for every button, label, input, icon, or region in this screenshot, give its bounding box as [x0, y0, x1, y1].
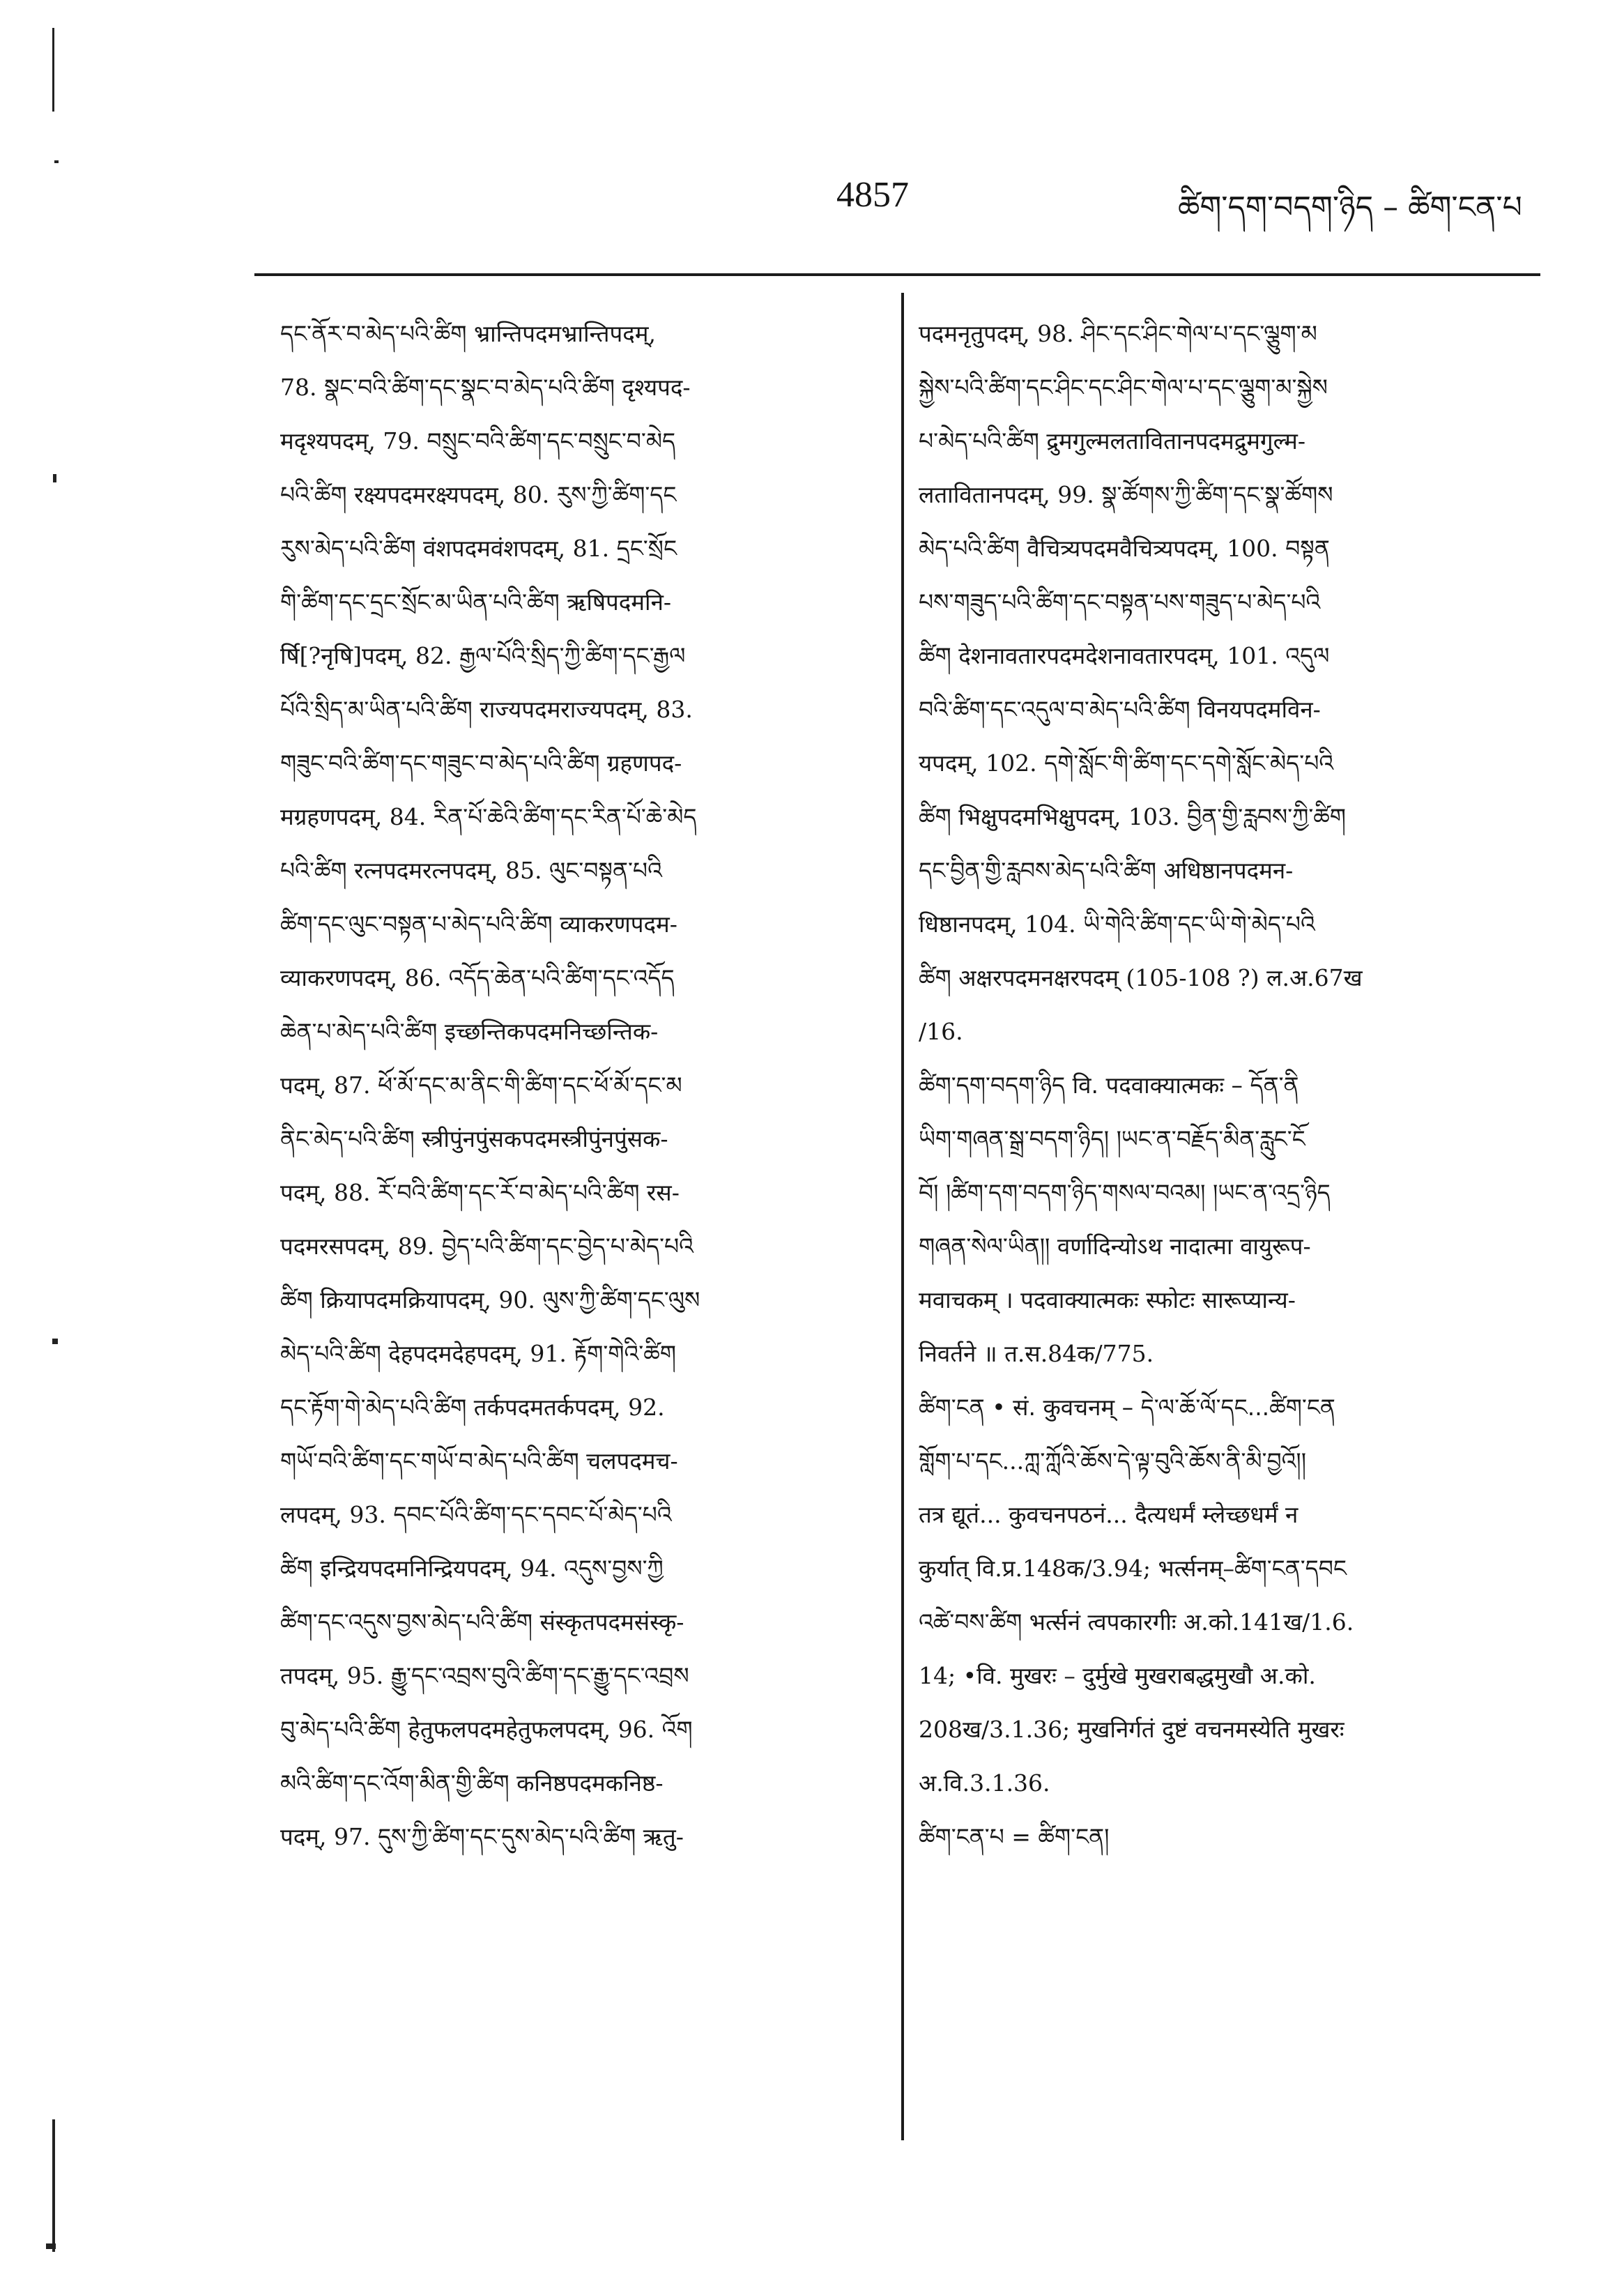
- text-line: གཟུང་བའི་ཚིག་དང་གཟུང་བ་མེད་པའི་ཚིག ग्रहणपद-: [280, 749, 682, 777]
- text-line: अ.वि.3.1.36.: [919, 1769, 1050, 1797]
- text-line: པས་གཟུད་པའི་ཚིག་དང་བསྟན་པས་གཟུད་པ་མེད་པའི: [919, 588, 1321, 616]
- text-line: ཚིག इन्द्रियपदमनिन्द्रियपदम्, 94. འདུས་བྱས་ཀྱི: [280, 1555, 664, 1582]
- text-line: लतावितानपदम्, 99. སྣ་ཚོགས་ཀྱི་ཚིག་དང་སྣ་ཚོགས: [919, 481, 1333, 508]
- text-line: मदृश्यपदम्, 79. བསྲུང་བའི་ཚིག་དང་བསྲུང་བ་མེད: [280, 427, 676, 455]
- text-line: यपदम्, 102. དགེ་སློང་གི་ཚིག་དང་དགེ་སློང་མེད་པའི: [919, 749, 1334, 777]
- text-line: པའི་ཚིག रक्ष्यपदमरक्ष्यपदम्, 80. རུས་ཀྱི་ཚིག་དང: [280, 481, 677, 508]
- text-line: ཚིག अक्षरपदमनक्षरपदम् (105-108 ?) ल.अ.67ख: [919, 964, 1363, 991]
- text-line: पदमरसपदम्, 89. བྱེད་པའི་ཚིག་དང་བྱེད་པ་མེད་པའི: [280, 1233, 694, 1260]
- text-line: ཆེན་པ་མེད་པའི་ཚིག इच्छन्तिकपदमनिच्छन्तिक-: [280, 1018, 659, 1045]
- scan-edge-mark: [54, 160, 59, 163]
- scan-edge-mark: [53, 474, 56, 482]
- text-line: पदम्, 87. ཕོ་མོ་དང་མ་ནིང་གི་ཚིག་དང་ཕོ་མོ་དང་མ: [280, 1072, 682, 1099]
- text-line: /16.: [919, 1018, 963, 1045]
- text-line: र्षि[?नृषि]पदम्, 82. རྒྱལ་པོའི་སྲིད་ཀྱི་ཚིག་དང་རྒྱལ: [280, 642, 686, 669]
- text-line: བའི་ཚིག་དང་འདུལ་བ་མེད་པའི་ཚིག विनयपदमविन-: [919, 696, 1321, 723]
- text-line: ཚིག་དང་འདུས་བྱས་མེད་པའི་ཚིག संस्कृतपदमसंस्कृ-: [280, 1608, 684, 1636]
- scan-edge-mark: [52, 2119, 55, 2252]
- left-column: [280, 307, 876, 1864]
- text-line: ཚིག भिक्षुपदमभिक्षुपदम्, 103. བྱིན་གྱི་རླབས་ཀྱི་ཚིག: [919, 803, 1347, 830]
- text-line: པའི་ཚིག रत्नपदमरत्नपदम्, 85. ལུང་བསྟན་པའི: [280, 857, 662, 884]
- text-line: मवाचकम् । पदवाक्यात्मकः स्फोटः सारूप्यान्य-: [919, 1286, 1296, 1313]
- entry-headword: ཚིག་ངན • सं. कुवचनम् – དེ་ལ་ཆོ་ལོ་དང...ཚིག་ངན: [919, 1394, 1335, 1421]
- text-line: འཚེ་བས་ཚིག भर्त्सनं त्वपकारगीः अ.को.141ख/1.6.: [919, 1608, 1354, 1636]
- text-line: རུས་མེད་པའི་ཚིག वंशपदमवंशपदम्, 81. དྲང་སྲོང: [280, 535, 677, 562]
- text-line: पदम्, 88. རོ་བའི་ཚིག་དང་རོ་བ་མེད་པའི་ཚིག रस-: [280, 1179, 680, 1206]
- right-column: [919, 307, 1532, 1864]
- text-line: व्याकरणपदम्, 86. འདོད་ཆེན་པའི་ཚིག་དང་འདོད: [280, 964, 675, 991]
- text-line: བུ་མེད་པའི་ཚིག हेतुफलपदमहेतुफलपदम्, 96. འོག: [280, 1716, 693, 1743]
- text-line: ཚིག་དང་ལུང་བསྟན་པ་མེད་པའི་ཚིག व्याकरणपदम-: [280, 910, 677, 938]
- entry-headword: ཚིག་ངན་པ = ཚིག་ངན།: [919, 1823, 1110, 1850]
- text-line: ཡིག་གཞན་སྒྲ་བདག་ཉིད། །ཡང་ན་བརྗོད་མིན་རླུང་ངོ: [919, 1125, 1305, 1152]
- text-line: དང་ནོར་བ་མེད་པའི་ཚིག भ्रान्तिपदमभ्रान्तिपदम्,: [280, 320, 656, 347]
- text-line: གཡོ་བའི་ཚིག་དང་གཡོ་བ་མེད་པའི་ཚིག चलपदमच-: [280, 1447, 678, 1475]
- text-line: མེད་པའི་ཚིག देहपदमदेहपदम्, 91. རྟོག་གེའི་ཚིག: [280, 1340, 676, 1367]
- scan-edge-mark: [52, 28, 54, 112]
- text-line: གཞན་སེལ་ཡིན།། वर्णादिन्योऽथ नादात्मा वायुरूप-: [919, 1233, 1311, 1260]
- scan-edge-mark: [52, 1339, 58, 1344]
- header-rule: [254, 273, 1540, 276]
- text-line: कुर्यात् वि.प्र.148क/3.94; भर्त्सनम्–ཚིག་ངན་དབང: [919, 1555, 1347, 1582]
- text-line: तत्र द्यूतं... कुवचनपठनं... दैत्यधर्मं म्लेच्छधर्मं न: [919, 1501, 1299, 1528]
- text-line: གི་ཚིག་དང་དྲང་སྲོང་མ་ཡིན་པའི་ཚིག ऋषिपदमनि-: [280, 588, 672, 616]
- text-line: པོའི་སྲིད་མ་ཡིན་པའི་ཚིག राज्यपदमराज्यपदम्, 83.: [280, 696, 693, 723]
- text-line: पदमनृतुपदम्, 98. ཤིང་དང་ཤིང་གེལ་པ་དང་ལྕུག་མ: [919, 320, 1317, 347]
- text-line: མེད་པའི་ཚིག वैचित्र्यपदमवैचित्र्यपदम्, 100. བསྟན: [919, 535, 1330, 562]
- text-line: लपदम्, 93. དབང་པོའི་ཚིག་དང་དབང་པོ་མེད་པའི: [280, 1501, 672, 1528]
- column-divider: [901, 293, 904, 2140]
- text-line: མའི་ཚིག་དང་འོག་མིན་གྱི་ཚིག कनिष्ठपदमकनिष्ठ-: [280, 1769, 664, 1797]
- text-line: पदम्, 97. དུས་ཀྱི་ཚིག་དང་དུས་མེད་པའི་ཚིག ऋतु-: [280, 1823, 684, 1850]
- text-line: तपदम्, 95. རྒྱུ་དང་འབྲས་བུའི་ཚིག་དང་རྒྱུ་དང་འབྲས: [280, 1662, 689, 1689]
- running-head: ཚིག་དག་བདག་ཉིད – ཚིག་ངན་པ: [1178, 190, 1522, 225]
- entry-headword: ཚིག་དག་བདག་ཉིད वि. पदवाक्यात्मकः – དོན་ནི: [919, 1072, 1299, 1099]
- text-line: ཚིག क्रियापदमक्रियापदम्, 90. ལུས་ཀྱི་ཚིག་དང་ལུས: [280, 1286, 700, 1313]
- text-line: ཚིག देशनावतारपदमदेशनावतारपदम्, 101. འདུལ: [919, 642, 1330, 669]
- text-line: 78. སྣང་བའི་ཚིག་དང་སྣང་བ་མེད་པའི་ཚིག दृश्यपद-: [280, 374, 691, 401]
- text-line: དང་བྱིན་གྱི་རླབས་མེད་པའི་ཚིག अधिष्ठानपदमन-: [919, 857, 1294, 884]
- text-line: 14; •वि. मुखरः – दुर्मुखे मुखराबद्धमुखौ अ.को.: [919, 1662, 1316, 1689]
- text-line: धिष्ठानपदम्, 104. ཡི་གེའི་ཚིག་དང་ཡི་གེ་མེད་པའི: [919, 910, 1315, 938]
- text-line: मग्रहणपदम्, 84. རིན་པོ་ཆེའི་ཚིག་དང་རིན་པོ་ཆེ་མེད: [280, 803, 697, 830]
- text-line: བོ། །ཚིག་དག་བདག་ཉིད་གསལ་བའམ། །ཡང་ན་འདྲ་ཉིད: [919, 1179, 1331, 1206]
- text-line: དང་རྟོག་གེ་མེད་པའི་ཚིག तर्कपदमतर्कपदम्, 92.: [280, 1394, 665, 1421]
- text-line: གློག་པ་དང...ཀླ་ཀློའི་ཆོས་དེ་ལྟ་བུའི་ཆོས་ནི་མི་བྱའོ།།: [919, 1447, 1307, 1475]
- text-line: निवर्तने ॥ त.स.84क/775.: [919, 1340, 1154, 1367]
- scan-edge-mark: [46, 2243, 56, 2249]
- text-line: ནིང་མེད་པའི་ཚིག स्त्रीपुंनपुंसकपदमस्त्रीपुंनपुंसक-: [280, 1125, 668, 1152]
- page-number: 4857: [836, 175, 909, 215]
- text-line: སྐྱེས་པའི་ཚིག་དང་ཤིང་དང་ཤིང་གེལ་པ་དང་ལྕུག་མ་སྐྱེས: [919, 374, 1328, 401]
- text-line: 208ख/3.1.36; मुखनिर्गतं दुष्टं वचनमस्येति मुखरः: [919, 1716, 1345, 1743]
- text-line: པ་མེད་པའི་ཚིག द्रुमगुल्मलतावितानपदमद्रुमगुल्म-: [919, 427, 1305, 455]
